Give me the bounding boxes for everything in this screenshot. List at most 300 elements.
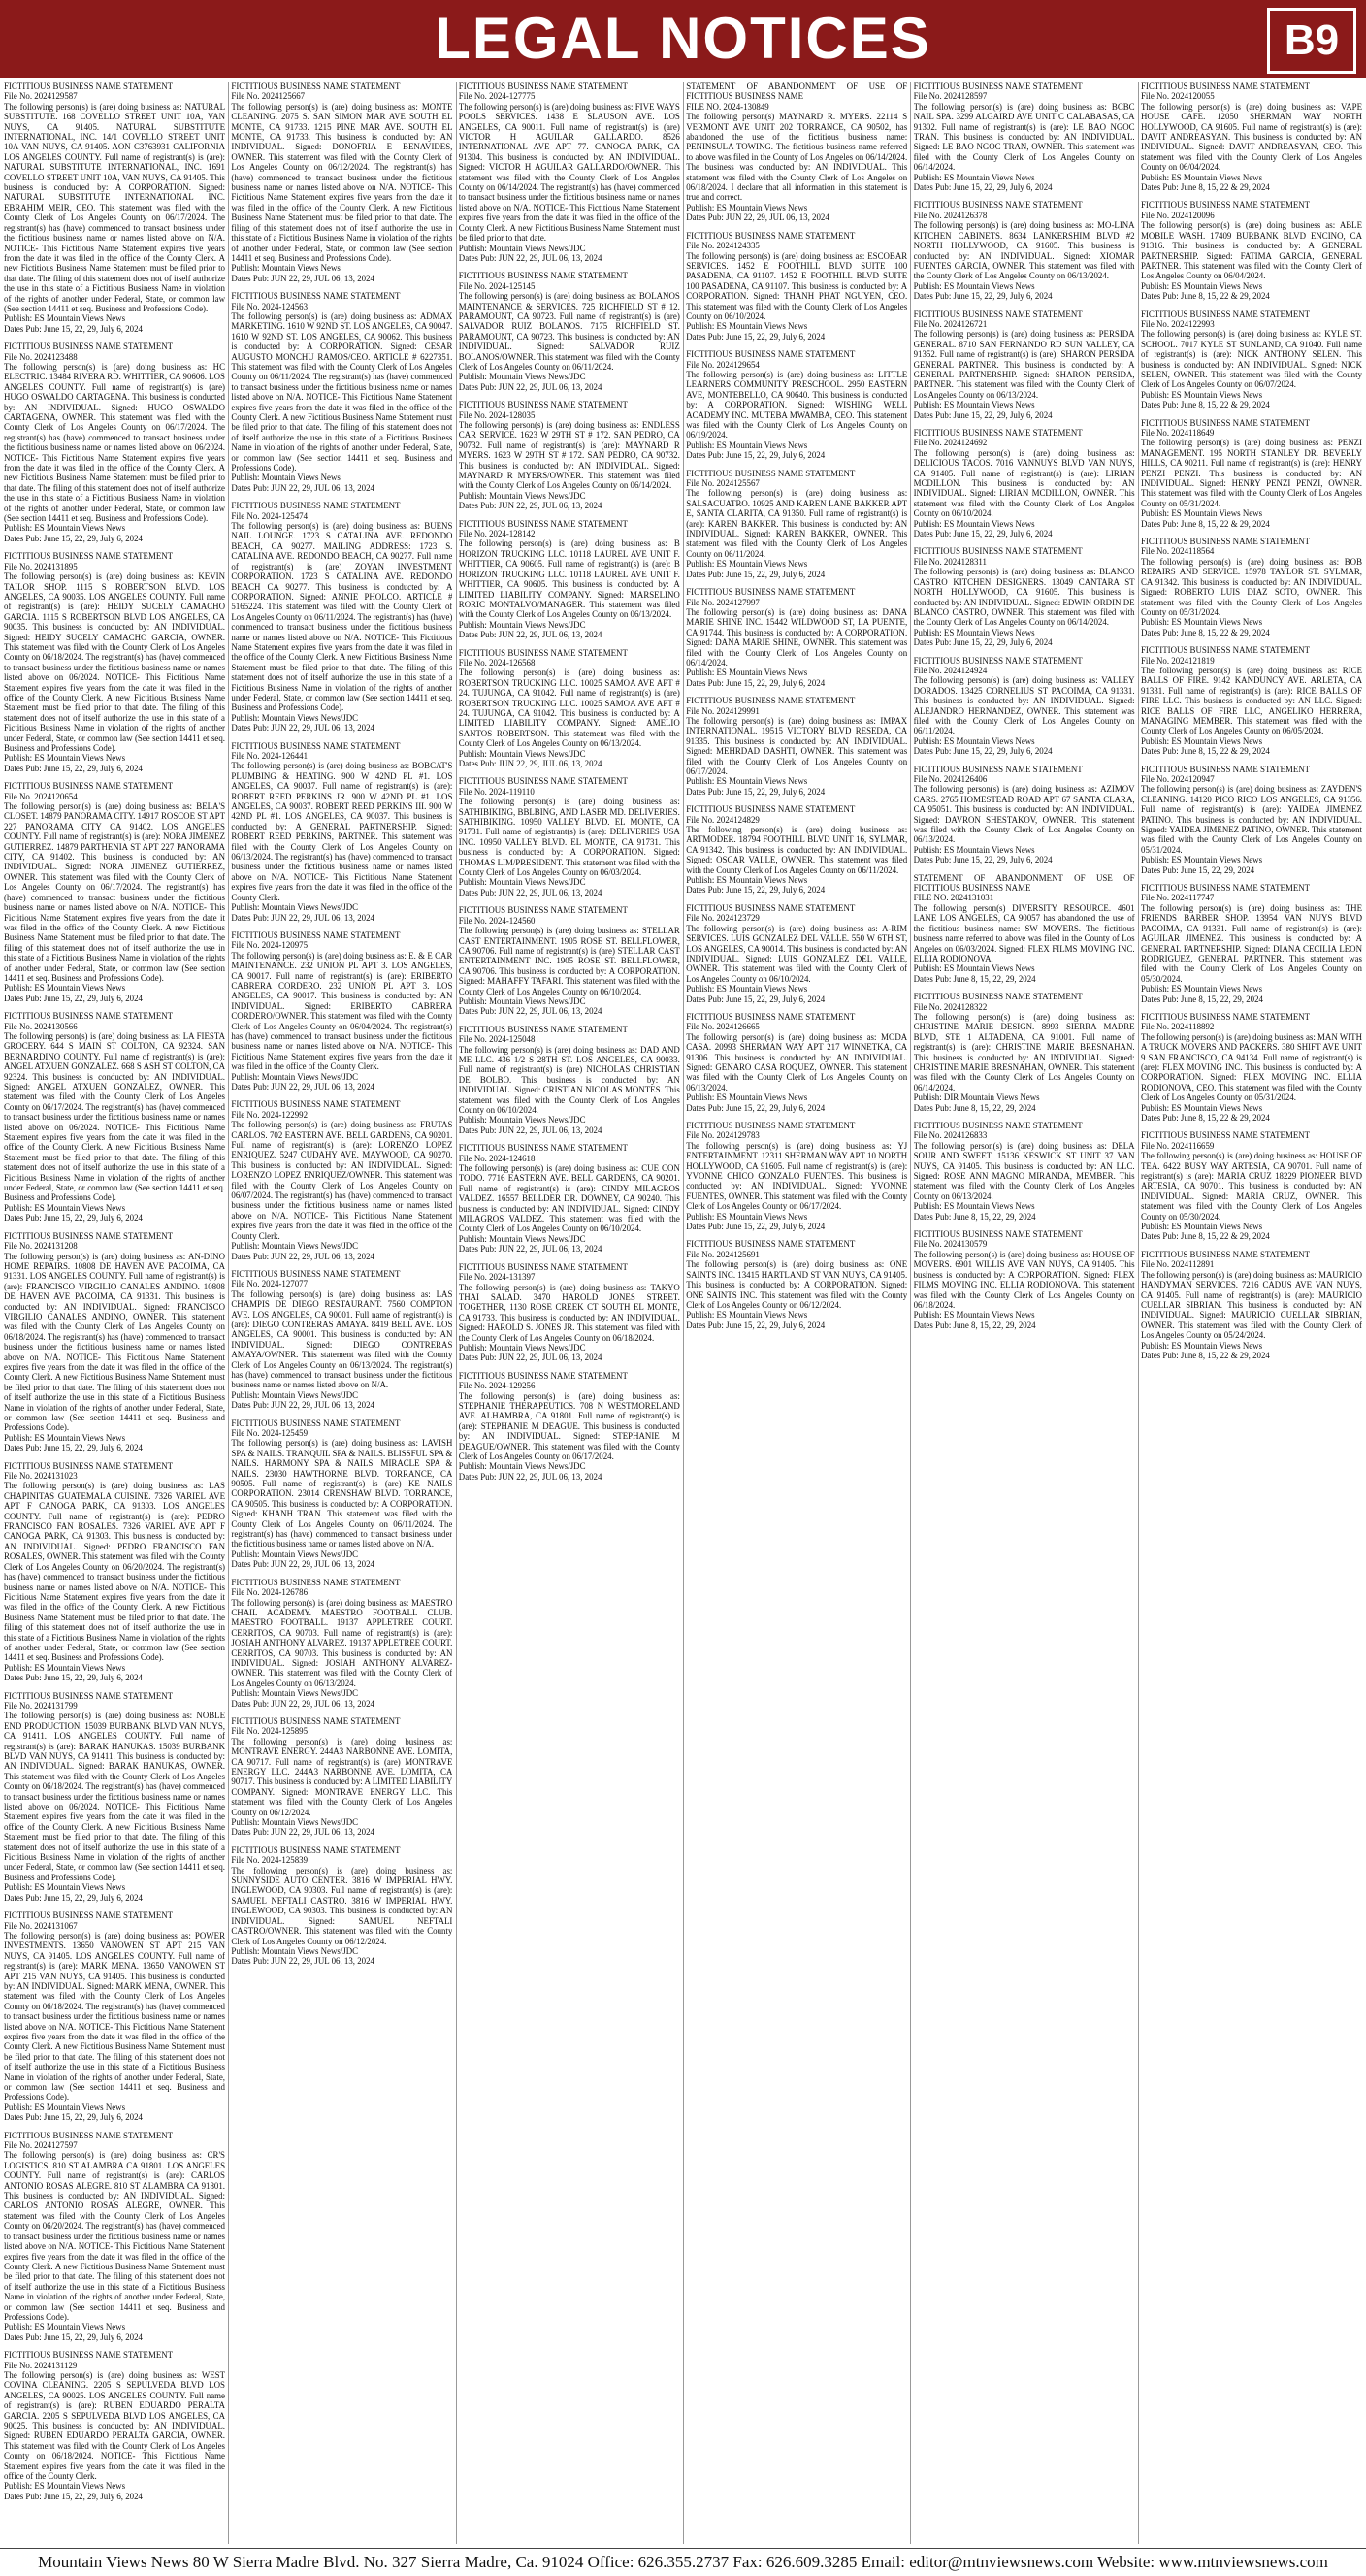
publication-dates: Dates Pub: June 15, 22, 29, July 6, 2024 <box>913 409 1053 420</box>
notice-body: The following person(s) is (are) doing business as: BELA'S CLOSET. 14879 PANORAMA CITY. 14917 ROSCOE ST APT 227 PANORAMA CITY CA 91402. LOS ANGELES COUNTY. Full name of registrant(s) is (are): NORA JIMENEZ GUTIERREZ. 14879 PARTHENIA ST APT 227 PANORAMA CITY, CA 91402. This business is conducted by: AN INDIVIDUAL. Signed: NORA JIMENEZ GUTIERREZ, OWNER. This statement was filed with the County Clerk of Los Angeles County on 06/17/2024. The registrant(s) has (have) commenced to transact business under the fictitious business name or names listed above on N/A. NOTICE- This Fictitious Name Statement expires five years from the date it was filed in the office of the County Clerk. A new Fictitious Business Name Statement must be filed prior to that date. The filing of this statement does not of itself authorize the use in this state of a Fictitious Business Name in violation of the rights of another under Federal, State, or common law (See section 14411 et seq. Business and Professions Code). <box>4 801 225 983</box>
publication-dates: Dates Pub: June 15, 22, 29, July 6, 2024 <box>4 533 143 543</box>
publication-line: Publish: ES Mountain Views News <box>686 668 808 678</box>
legal-notice <box>4 1231 225 1453</box>
notice-columns <box>4 82 1362 2544</box>
publication-dates: Dates Pub: June 8, 15, 22 & 29, 2024 <box>1141 1113 1270 1123</box>
notice-body: The following person(s) is (are) doing business as: MODA CASA. 20993 SHERMAN WAY APT 217 WINNETKA, CA 91306. This business is conducted by: AN INDIVIDUAL. Signed: GENARO CASA ROQUEZ, OWNER. This statement was filed with the County Clerk of Los Angeles County on 06/13/2024. <box>686 1031 908 1092</box>
publication-line: Publish: ES Mountain Views News <box>913 1310 1035 1321</box>
notice-body: The following person(s) is (are) doing business as: BCBC NAIL SPA. 3299 ALGAIRD AVE UNIT C CALABASAS, CA 91302. Full name of registrant(s) is (are): LE BAO NGOC TRAN. This business is conducted by: AN INDIVIDUAL. Signed: LE BAO NGOC TRAN, OWNER. This statement was filed with the County Clerk of Los Angeles County on 06/14/2024. <box>913 101 1135 173</box>
notice-header: FICTITIOUS BUSINESS NAME STATEMENT <box>231 740 401 751</box>
notice-header: STATEMENT OF ABANDONMENT OF USE OF FICTITIOUS BUSINESS NAME <box>913 872 1135 894</box>
notice-body: The following person(s) is (are) doing business as: BOLANOS MAINTENANCE & SERVICES. 725 RICHFIELD ST # 12. PARAMOUNT, CA 90723. Full name of registrant(s) is (are) SALVADOR RUIZ BOLANOS. 7175 RICHFIELD ST. PARAMOUNT, CA 90723. This business is conducted by: AN INDIVIDUAL. Signed: SALVADOR RUIZ BOLANOS/OWNER. This statement was filed with the County Clerk of Los Angeles County on 06/11/2024. <box>458 291 680 372</box>
publication-dates: Dates Pub: June 15, 22, 29, July 6, 2024 <box>686 331 826 342</box>
publication-line: Publish: ES Mountain Views News <box>4 523 126 534</box>
notice-body: The following person(s) is (are) doing business as: ADMAX MARKETING. 1610 W 92ND ST. LOS ANGELES, CA 90047. 1610 W 92ND ST. LOS ANGELES, CA 90062. This business is conducted by: A CORPORATION. Signed: CESAR AUGUSTO MONCHU RAMOS/CEO. ARTICLE # 6227351. This statement was filed with the County Clerk of Los Angeles County on 06/11/2024. The registrant(s) has (have) commenced to transact business under the fictitious business name or names listed above on N/A. NOTICE- This Fictitious Name Statement expires five years from the date it was filed in the office of the County Clerk. A new Fictitious Business Name Statement must be filed prior to that date. The filing of this statement does not of itself authorize the use in this state of a Fictitious Business Name in violation of the rights of another under Federal, State, or common law (See section 14411 et seq. Business and Professions Code). <box>231 310 453 473</box>
file-number: File No. 2024-119110 <box>458 786 535 797</box>
notice-header: FICTITIOUS BUSINESS NAME STATEMENT <box>1141 537 1311 547</box>
file-number: File No. 2024112891 <box>1141 1259 1215 1270</box>
notice-header: FICTITIOUS BUSINESS NAME STATEMENT <box>4 2350 174 2361</box>
notice-body: The following person(s) is (are) doing business as: IMPAX INTERNATIONAL. 19515 VICTORY BLVD RESEDA, CA 91335. This business is conducted by: AN INDIVIDUAL. Signed: MEHRDAD DASHTI, OWNER. This statement was filed with the County Clerk of Los Angeles County on 06/17/2024. <box>686 715 908 776</box>
file-number: File No. 2024120947 <box>1141 774 1215 784</box>
file-number: File No. 2024124924 <box>913 665 988 675</box>
legal-notice <box>686 804 907 896</box>
file-number: File No. 2024123729 <box>686 913 760 924</box>
legal-notice <box>231 1716 452 1838</box>
publication-dates: Dates Pub: June 8, 15, 22, 29, 2024 <box>913 1320 1036 1330</box>
file-number: FILE NO. 2024131031 <box>913 893 994 903</box>
file-number: File No. 2024121819 <box>1141 655 1215 666</box>
legal-notice <box>459 776 680 897</box>
notice-header: FICTITIOUS BUSINESS NAME STATEMENT <box>231 929 401 940</box>
publication-dates: Dates Pub: June 8, 15, 22 & 29, 2024 <box>1141 518 1270 529</box>
notice-header: FICTITIOUS BUSINESS NAME STATEMENT <box>458 1261 628 1272</box>
notice-header: FICTITIOUS BUSINESS NAME STATEMENT <box>686 587 856 598</box>
notice-body: The following person(s) is (are) doing business as: WEST COVINA CLEANING. 2205 S SEPULVEDA BLVD LOS ANGELES, CA 90025. LOS ANGELES COUNTY. Full name of registrant(s) is (are): RUBEN EDUARDO PERALTA GARCIA. 2205 S SEPULVEDA BLVD LOS ANGELES, CA 90025. This business is conducted by: AN INDIVIDUAL. Signed: RUBEN EDUARDO PERALTA GARCIA, OWNER. This statement was filed with the County Clerk of Los Angeles County on 06/18/2024. NOTICE- This Fictitious Name Statement expires five years from the date it was filed in the office of the County Clerk. <box>4 2369 225 2482</box>
file-number: File No. 2024125691 <box>686 1249 760 1259</box>
file-number: File No. 2024131067 <box>4 1920 78 1931</box>
notice-body: The following person(s) is (are) doing business as: HOUSE OF MOVERS. 6901 WILLIS AVE VAN NUYS, CA 91405. This business is conducted by: A CORPORATION. Signed: FLEX FILMS MOVING INC. ELLIA RODIONOVA. This statement was filed with the County Clerk of Los Angeles County on 06/18/2024. <box>913 1249 1135 1310</box>
notice-body: The following person(s) is (are) doing business as: PERSIDA GENERAL. 8710 SAN FERNANDO RD SUN VALLEY, CA 91352. Full name of registrant(s) is (are): SHARON PERSIDA GENERAL PARTNER. This business is conducted by: A GENERAL PARTNERSHIP. Signed: SHARON PERSIDA, PARTNER. This statement was filed with the County Clerk of Los Angeles County on 06/13/2024. <box>913 329 1135 400</box>
publication-line: Publish: ES Mountain Views News <box>686 1310 808 1321</box>
notice-header: FICTITIOUS BUSINESS NAME STATEMENT <box>913 82 1083 91</box>
publication-dates: Dates Pub: June 15, 22, 29, July 6, 2024 <box>4 1443 143 1453</box>
publication-line: Publish: ES Mountain Views News <box>913 172 1035 182</box>
publication-line: Publish: Mountain Views News/JDC <box>458 243 586 253</box>
file-number: File No. 2024-124618 <box>458 1153 536 1163</box>
notice-header: FICTITIOUS BUSINESS NAME STATEMENT <box>231 291 401 302</box>
file-number: File No. 2024120654 <box>4 791 78 801</box>
notice-header: FICTITIOUS BUSINESS NAME STATEMENT <box>1141 764 1311 774</box>
legal-notice <box>231 1099 452 1261</box>
file-number: File No. 2024-126786 <box>231 1587 309 1598</box>
publication-dates: Dates Pub: June 15, 22, 29, July 6, 2024 <box>4 2112 143 2123</box>
file-number: File No. 2024123488 <box>4 351 78 362</box>
publication-dates: Dates Pub: JUN 22, 29, JUL 06, 13, 2024 <box>231 482 374 493</box>
notice-header: FICTITIOUS BUSINESS NAME STATEMENT <box>913 1121 1083 1130</box>
legal-notice <box>1141 1250 1362 1360</box>
legal-notice <box>4 82 225 334</box>
publication-line: Publish: ES Mountain Views News <box>686 984 808 995</box>
publication-dates: Dates Pub: June 15, 22, 29, 2024 <box>1141 864 1255 875</box>
notice-header: FICTITIOUS BUSINESS NAME STATEMENT <box>686 696 856 706</box>
legal-notice <box>914 200 1135 301</box>
publication-dates: Dates Pub: June 15, 22, 29, July 6, 2024 <box>686 1222 826 1232</box>
publication-dates: Dates Pub: June 15, 22, 29, July 6, 2024 <box>686 1102 826 1113</box>
file-number: File No. 2024-124560 <box>458 915 536 926</box>
notice-column <box>459 82 680 2544</box>
publication-line: Publish: ES Mountain Views News <box>1141 508 1263 519</box>
publication-line: Publish: ES Mountain Views News <box>913 844 1035 855</box>
column-divider <box>228 82 229 2544</box>
notice-column <box>4 82 225 2544</box>
notice-body: The following person(s) is (are) doing business as: LAS CHAMPIS DE DIEGO RESTAURANT. 7560 COMPTON AVE. LOS ANGELES, CA 90001. Full name of registrant(s) is (are): DIEGO CONTRERAS AMAYA. 8419 BELL AVE. LOS ANGELES, CA 90001. This business is conducted by: AN INDIVIDUAL. Signed: DIEGO CONTRERAS AMAYA/OWNER. This statement was filed with the County Clerk of Los Angeles County on 06/13/2024. The registrant(s) has (have) commenced to transact business under the fictitious business name or names listed above on N/A. <box>231 1288 453 1390</box>
publication-dates: Dates Pub: JUN 22, 29, JUL 06, 13, 2024 <box>458 1353 602 1363</box>
file-number: File No. 2024-124563 <box>231 301 309 311</box>
file-number: File No. 2024125667 <box>231 91 306 102</box>
file-number: File No. 2024-128142 <box>458 529 536 539</box>
notice-body: The following person(s) is (are) doing business as: SUNNYSIDE AUTO CENTER. 3816 W IMPERIAL HWY. INGLEWOOD, CA 90303. Full name of registrant(s) is (are): SAMUEL NEFTALI CASTRO. 3816 W IMPERIAL HWY. INGLEWOOD, CA 90303. This business is conducted by: AN INDIVIDUAL. Signed: SAMUEL NEFTALI CASTRO/OWNER. This statement was filed with the County Clerk of Los Angeles County on 06/12/2024. <box>231 1865 453 1946</box>
notice-body: The following person(s) is (are) doing business as: LA FIESTA GROCERY. 644 S MAIN ST COLTON, CA 92324. SAN BERNARDINO COUNTY. Full name of registrant(s) is (are): ANGEL ATXUEN GONZALEZ. 668 S ASH ST COLTON, CA 92324. This business is conducted by: AN INDIVIDUAL. Signed: ANGEL ATXUEN GONZALEZ, OWNER. This statement was filed with the County Clerk of Los Angeles County on 06/17/2024. The registrant(s) has (have) commenced to transact business under the fictitious business name or names listed above on 06/2024. NOTICE- This Fictitious Name Statement expires five years from the date it was filed in the office of the County Clerk. A new Fictitious Business Name Statement must be filed prior to that date. The filing of this statement does not of itself authorize the use in this state of a Fictitious Business Name in violation of the rights of another under Federal, State, or common law (See section 14411 et seq. Business and Professions Code). <box>4 1030 225 1203</box>
notice-body: The following person(s) is (are) doing business as: FRUTAS CARLOS. 702 EASTERN AVE. BELL GARDENS, CA 90201. Full name of registrant(s) is (are): LORENZO LOPEZ ENRIQUEZ. 5247 CUDAHY AVE. MAYWOOD, CA 90270. This business is conducted by: AN INDIVIDUAL. Signed: LORENZO LOPEZ ENRIQUEZ/OWNER. This statement was filed with the County Clerk of Los Angeles County on 06/07/2024. The registrant(s) has (have) commenced to transact business under the fictitious business name or names listed above on N/A. NOTICE- This Fictitious Name Statement expires five years from the date it was filed in the office of the County Clerk. <box>231 1120 453 1241</box>
notice-column <box>1141 82 1362 2544</box>
notice-header: FICTITIOUS BUSINESS NAME STATEMENT <box>686 1239 856 1250</box>
publication-dates: Dates Pub: June 15, 22, 29, July 6, 2024 <box>686 1320 826 1330</box>
file-number: File No. 2024118649 <box>1141 428 1215 438</box>
publication-line: Publish: Mountain Views News/JDC <box>458 372 586 382</box>
publication-dates: Dates Pub: June 8, 15, 22 & 29, 2024 <box>1141 400 1270 410</box>
notice-header: FICTITIOUS BUSINESS NAME STATEMENT <box>4 1460 174 1471</box>
file-number: File No. 2024-125839 <box>231 1855 309 1866</box>
notice-header: FICTITIOUS BUSINESS NAME STATEMENT <box>458 82 628 91</box>
notice-header: FICTITIOUS BUSINESS NAME STATEMENT <box>4 342 174 352</box>
file-number: File No. 2024116659 <box>1141 1140 1215 1151</box>
notice-header: FICTITIOUS BUSINESS NAME STATEMENT <box>913 546 1083 557</box>
publication-dates: Dates Pub: June 8, 15, 22 & 29, 2024 <box>1141 182 1270 193</box>
publication-line: Publish: Mountain Views News/JDC <box>458 995 586 1006</box>
notice-header: FICTITIOUS BUSINESS NAME STATEMENT <box>4 551 174 562</box>
publication-line: Publish: Mountain Views News <box>231 263 341 274</box>
legal-notice <box>1141 310 1362 410</box>
publication-dates: Dates Pub: JUN 22, 29, JUL 06, 13, 2024 <box>458 381 602 392</box>
legal-notice <box>4 1011 225 1223</box>
legal-notice <box>459 82 680 263</box>
column-divider <box>910 82 911 2544</box>
publication-line: Publish: ES Mountain Views News <box>686 1211 808 1222</box>
publication-dates: Dates Pub: June 8, 15, 22, 29, 2024 <box>913 1211 1036 1222</box>
file-number: File No. 2024128597 <box>913 91 988 102</box>
notice-header: FICTITIOUS BUSINESS NAME STATEMENT <box>686 1121 856 1130</box>
masthead <box>0 0 1366 78</box>
legal-notice <box>686 1239 907 1330</box>
notice-header: FICTITIOUS BUSINESS NAME STATEMENT <box>458 400 628 410</box>
notice-header: FICTITIOUS BUSINESS NAME STATEMENT <box>1141 883 1311 894</box>
publication-dates: Dates Pub: JUN 22, 29, JUL 06, 13, 2024 <box>458 1125 602 1135</box>
publication-line: Publish: ES Mountain Views News <box>913 280 1035 291</box>
file-number: File No. 2024129991 <box>686 705 760 716</box>
file-number: File No. 2024-127775 <box>458 91 536 102</box>
notice-column <box>231 82 452 2544</box>
publication-line: Publish: Mountain Views News/JDC <box>231 1241 359 1252</box>
file-number: File No. 2024-122992 <box>231 1109 309 1120</box>
notice-body: The following person(s) is (are) doing business as: TAKYO THAI SALAD. 3470 HAROLD JONES STREET. TOGETHER, 1130 ROSE CREEK CT SOUTH EL MONTE, CA 91733. This business is conducted by: AN INDIVIDUAL. Signed: HAROLD S. JONES JR. This statement was filed with the County Clerk of Los Angeles County on 06/18/2024. <box>458 1282 680 1343</box>
publication-line: Publish: ES Mountain Views News <box>4 313 126 324</box>
legal-notice <box>459 905 680 1016</box>
publication-dates: Dates Pub: June 15, 22, 29, July 6, 2024 <box>913 182 1053 193</box>
publication-dates: Dates Pub: June 15, 22, 29, July 6, 2024 <box>4 1892 143 1903</box>
legal-notice <box>4 2350 225 2501</box>
publication-dates: Dates Pub: JUN 22, 29, JUL 06, 13, 2024 <box>458 630 602 640</box>
publication-line: Publish: Mountain Views News/JDC <box>458 877 586 888</box>
notice-body: The following person(s) is (are) doing business as: ROBERTSON TRUCKING LLC. 10025 SAMOA AVE APT # 24. TUJUNGA, CA 91042. Full name of registrant(s) is (are) ROBERTSON TRUCKING LLC. 10025 SAMOA AVE APT # 24. TUJUNGA, CA 91042. This business is conducted by: A LIMITED LIABILITY COMPANY. Signed: AMELIO SANTOS ROBERTSON. This statement was filed with the County Clerk of Los Angeles County on 06/13/2024. <box>458 668 680 749</box>
file-number: File No. 2024-125459 <box>231 1428 309 1438</box>
notice-body: The following person(s) is (are) doing business as: KYLE ST. SCHOOL. 7017 KYLE ST SUNLAND, CA 91040. Full name of registrant(s) is (are): NICK ANTHONY SELEN. This business is conducted by: AN INDIVIDUAL. Signed: NICK SELEN, OWNER. This statement was filed with the County Clerk of Los Angeles County on 06/07/2024. <box>1141 329 1362 390</box>
notice-header: FICTITIOUS BUSINESS NAME STATEMENT <box>913 200 1083 211</box>
file-number: File No. 2024-125048 <box>458 1034 536 1045</box>
file-number: File No. 2024124692 <box>913 438 988 448</box>
notice-header: FICTITIOUS BUSINESS NAME STATEMENT <box>1141 417 1311 428</box>
notice-header: FICTITIOUS BUSINESS NAME STATEMENT <box>4 82 174 91</box>
publication-line: Publish: ES Mountain Views News <box>686 321 808 332</box>
notice-header: FICTITIOUS BUSINESS NAME STATEMENT <box>913 655 1083 666</box>
notice-header: FICTITIOUS BUSINESS NAME STATEMENT <box>4 1690 174 1701</box>
publication-line: Publish: ES Mountain Views News <box>1141 172 1263 182</box>
publication-dates: Dates Pub: June 15, 22, 29, July 6, 2024 <box>913 291 1053 302</box>
notice-body: The following person(s) is (are) doing business as: DELA SOUR AND SWEET. 15136 KESWICK ST UNIT 37 VAN NUYS, CA 91405. This business is conducted by: AN LLC. Signed: ROSE ANN MAGNO MIRANDA, MEMBER. This statement was filed with the County Clerk of Los Angeles County on 06/13/2024. <box>913 1140 1135 1201</box>
footer-contact-line: Mountain Views News 80 W Sierra Madre Blvd. No. 327 Sierra Madre, Ca. 91024 Office: 626.355.2737 Fax: 626.609.3285 Email: editor@mtnviewsnews.com Website: www.mtnviewsnews.com <box>0 2548 1366 2576</box>
notice-body: The following person(s) is (are) doing business as: SALSACUATRO. 10925 AND KAREN LANE BAKKER APT E, SANTA CLARITA, CA 91350. Full name of registrant(s) is (are): KAREN BAKKER. This business is conducted by: AN INDIVIDUAL. Signed: KAREN BAKKER, OWNER. This statement was filed with the County Clerk of Los Angeles County on 06/11/2024. <box>686 488 908 559</box>
notice-header: FICTITIOUS BUSINESS NAME STATEMENT <box>913 309 1083 319</box>
publication-dates: Dates Pub: JUN 22, 29, JUL 06, 13, 2024 <box>231 273 374 283</box>
file-number: File No. 2024126406 <box>913 774 988 784</box>
legal-notice <box>459 648 680 769</box>
legal-notice <box>459 519 680 640</box>
notice-body: The following person(s) is (are) doing business as: SATHIBIKING, BBLBING, AND LASER MD. DELIVERIES. SATHIBIKING. 10950 VALLEY BLVD. EL MONTE, CA 91731. Full name of registrant(s) is (are): DELIVERIES USA INC. 10950 VALLEY BLVD. EL MONTE, CA 91731. This business is conducted by: A CORPORATION. Signed: THOMAS LIM/PRESIDENT. This statement was filed with the County Clerk of Los Angeles County on 06/03/2024. <box>458 797 680 878</box>
notice-body: The following person(s) is (are) doing business as: NOBLE END PRODUCTION. 15039 BURBANK BLVD VAN NUYS, CA 91411. LOS ANGELES COUNTY. Full name of registrant(s) is (are): BARAK HANUKAS. 15039 BURBANK BLVD VAN NUYS, CA 91411. This business is conducted by: AN INDIVIDUAL. Signed: BARAK HANUKAS, OWNER. This statement was filed with the County Clerk of Los Angeles County on 06/18/2024. The registrant(s) has (have) commenced to transact business under the fictitious business name or names listed above on 06/2024. NOTICE- This Fictitious Name Statement expires five years from the date it was filed in the office of the County Clerk. A new Fictitious Business Name Statement must be filed prior to that date. The filing of this statement does not of itself authorize the use in this state of a Fictitious Business Name in violation of the rights of another under Federal, State, or common law (See section 14411 et seq. Business and Professions Code). <box>4 1711 225 1882</box>
publication-dates: Dates Pub: JUN 22, 29, JUL 06, 13, 2024 <box>458 501 602 511</box>
file-number: File No. 2024120055 <box>1141 91 1215 102</box>
notice-body: The following person(s) is (are) doing business as: RICE BALLS OF FIRE. 9142 KANDUNCY AVE. ARLETA, CA 91331. Full name of registrant(s) is (are): RICE BALLS OF FIRE LLC. This business is conducted by: AN LLC. Signed: RICE BALLS OF FIRE LLC, ANGELIKO HERRERA, MANAGING MEMBER. This statement was filed with the County Clerk of Los Angeles County on 06/05/2024. <box>1141 665 1362 736</box>
file-number: File No. 2024118564 <box>1141 546 1215 557</box>
publication-dates: Dates Pub: June 15, 22, 29, July 6, 2024 <box>686 994 826 1004</box>
file-number: File No. 2024-127077 <box>231 1279 309 1289</box>
notice-header: FICTITIOUS BUSINESS NAME STATEMENT <box>913 764 1083 774</box>
legal-notice <box>231 930 452 1092</box>
legal-notice <box>231 741 452 923</box>
notice-header: FICTITIOUS BUSINESS NAME STATEMENT <box>686 804 856 815</box>
publication-dates: Dates Pub: June 8, 15, 22 & 29, 2024 <box>1141 291 1270 302</box>
publication-line: Publish: Mountain Views News/JDC <box>458 748 586 759</box>
notice-header: FICTITIOUS BUSINESS NAME STATEMENT <box>231 82 401 91</box>
notice-header: FICTITIOUS BUSINESS NAME STATEMENT <box>458 1370 628 1381</box>
publication-line: Publish: ES Mountain Views News <box>913 735 1035 746</box>
notice-header: FICTITIOUS BUSINESS NAME STATEMENT <box>686 349 856 360</box>
publication-line: Publish: ES Mountain Views News <box>913 1201 1035 1212</box>
notice-body: The following person(s) is (are) doing business as: AZIMOV CARS. 2765 HOMESTEAD ROAD APT 67 SANTA CLARA, CA 95051. This business is conducted by: AN INDIVIDUAL. Signed: DAVRON SHESTAKOV, OWNER. This statement was filed with the County Clerk of Los Angeles County on 06/13/2024. <box>913 784 1135 845</box>
publication-dates: Dates Pub: JUN 22, 29, JUL 06, 13, 2024 <box>231 1956 374 1967</box>
notice-body: The following person(s) is (are) doing business as: CHRISTINE MARIE DESIGN. 8993 SIERRA MADRE BLVD, STE 1 ALTADENA, CA 91001. Full name of registrant(s) is (are): CHRISTINE MARIE BRESNAHAN. This business is conducted by: AN INDIVIDUAL. Signed: CHRISTINE MARIE BRESNAHAN, OWNER. This statement was filed with the County Clerk of Los Angeles County on 06/14/2024. <box>913 1011 1135 1092</box>
notice-header: FICTITIOUS BUSINESS NAME STATEMENT <box>686 1011 856 1022</box>
notice-header: FICTITIOUS BUSINESS NAME STATEMENT <box>458 905 628 916</box>
publication-dates: Dates Pub: June 15, 22, 29, July 6, 2024 <box>913 529 1053 539</box>
notice-header: FICTITIOUS BUSINESS NAME STATEMENT <box>1141 309 1311 319</box>
legal-notice <box>459 1371 680 1482</box>
file-number: File No. 2024124335 <box>686 241 760 251</box>
notice-column <box>686 82 907 2544</box>
publication-line: Publish: ES Mountain Views News <box>686 1092 808 1103</box>
publication-dates: Dates Pub: June 15, 22, 29, July 6, 2024 <box>913 746 1053 757</box>
file-number: File No. 2024118892 <box>1141 1022 1215 1032</box>
notice-body: The following person(s) is (are) doing business as: MONTE CLEANING. 2075 S. SAN SIMON MAR AVE SOUTH EL MONTE, CA 91733. 1215 PINE MAR AVE. SOUTH EL MONTE, CA 91733. This business is conducted by: AN INDIVIDUAL. Signed: DONOFRIA E BENAVIDES, OWNER. This statement was filed with the County Clerk of Los Angeles County on 06/12/2024. The registrant(s) has (have) commenced to transact business under the fictitious business name or names listed above on N/A. NOTICE- This Fictitious Name Statement expires five years from the date it was filed in the office of the County Clerk. A new Fictitious Business Name Statement must be filed prior to that date. The filing of this statement does not of itself authorize the use in this state of a Fictitious Business Name in violation of the rights of another under Federal, State, or common law (See section 14411 et seq. Business and Professions Code). <box>231 101 453 263</box>
legal-notice <box>1141 883 1362 1004</box>
notice-header: FICTITIOUS BUSINESS NAME STATEMENT <box>1141 82 1311 91</box>
publication-dates: Dates Pub: June 15, 22, 29, July 6, 2024 <box>4 993 143 1003</box>
file-number: File No. 2024126665 <box>686 1022 760 1032</box>
file-number: File No. 2024130566 <box>4 1021 78 1031</box>
notice-body: The following person(s) is (are) doing business as: MAN WITH A TRUCK MOVERS AND PACKERS. 380 SHIFT AVE UNIT 9 SAN FRANCISCO, CA 94134. Full name of registrant(s) is (are): FLEX MOVING INC. This business is conducted by: A CORPORATION. Signed: FLEX MOVING INC. ELLIA RODIONOVA, CEO. This statement was filed with the County Clerk of Los Angeles County on 05/31/2024. <box>1141 1031 1362 1103</box>
publication-dates: Dates Pub: June 8, 15, 22 & 29, 2024 <box>1141 627 1270 637</box>
publication-line: Publish: ES Mountain Views News <box>4 753 126 764</box>
publication-line: Publish: ES Mountain Views News <box>1141 735 1263 746</box>
publication-dates: Dates Pub: JUN 22, 29, JUL 06, 13, 2024 <box>458 759 602 768</box>
notice-body: The following person(s) is (are) doing business as: MO-LINA KITCHEN CABINETS. 8634 LANKERSHIM BLVD #2 NORTH HOLLYWOOD, CA 91605. This business is conducted by: AN INDIVIDUAL. Signed: XIOMAR FUENTES GARCIA, OWNER. This statement was filed with the County Clerk of Los Angeles County on 06/13/2024. <box>913 220 1135 281</box>
file-number: File No. 2024-125895 <box>231 1726 309 1737</box>
publication-dates: Dates Pub: June 15, 22, 29, July 6, 2024 <box>913 855 1053 865</box>
notice-body: The following person(s) is (are) doing business as: ABLE MOBILE WASH. 17409 BURBANK BLVD ENCINO, CA 91316. This business is conducted by: A GENERAL PARTNERSHIP. Signed: FATIMA GARCIA, GENERAL PARTNER. This statement was filed with the County Clerk of Los Angeles County on 06/04/2024. <box>1141 220 1362 281</box>
publication-dates: Dates Pub: June 15, 22, 29, July 6, 2024 <box>686 885 826 896</box>
notice-body: The following person(s) is (are) doing business as: AN-DINO HOME REPAIRS. 10808 DE HAVEN AVE PACOIMA, CA 91331. LOS ANGELES COUNTY. Full name of registrant(s) is (are): FRANCISCO VIRGILIO CANALES ANDINO. 10808 DE HAVEN AVE PACOIMA, CA 91331. This business is conducted by: AN INDIVIDUAL. Signed: FRANCISCO VIRGILIO CANALES ANDINO, OWNER. This statement was filed with the County Clerk of Los Angeles County on 06/18/2024. The registrant(s) has (have) commenced to transact business under the fictitious business name or names listed above on N/A. NOTICE- This Fictitious Name Statement expires five years from the date it was filed in the office of the County Clerk. A new Fictitious Business Name Statement must be filed prior to that date. The filing of this statement does not of itself authorize the use in this state of a Fictitious Business Name in violation of the rights of another under Federal, State, or common law (See section 14411 et seq. Business and Professions Code). <box>4 1251 225 1433</box>
legal-notice <box>231 1418 452 1570</box>
legal-notice <box>4 1691 225 1904</box>
publication-dates: Dates Pub: JUN 22, 29, JUL 06, 13, 2024 <box>231 1827 374 1838</box>
publication-dates: Dates Pub: JUN 22, 29, JUL 06, 13, 2024 <box>458 1006 602 1017</box>
legal-notice <box>686 696 907 797</box>
publication-line: Publish: ES Mountain Views News <box>1141 1102 1263 1113</box>
publication-line: Publish: Mountain Views News/JDC <box>231 902 359 913</box>
legal-notice <box>459 271 680 392</box>
notice-header: FICTITIOUS BUSINESS NAME STATEMENT <box>1141 1249 1311 1259</box>
notice-body: The following person(s) is (are) doing business as: DAD AND ME LLC. 436 1/2 S 28TH ST. LOS ANGELES, CA 90033. Full name of registrant(s) is (are) NICHOLAS CHRISTIAN DE BOLBO. This business is conducted by: AN INDIVIDUAL. Signed: CRISTIAN NICOLAS MONTES. This statement was filed with the County Clerk of Los Angeles County on 06/10/2024. <box>458 1044 680 1115</box>
notice-header: FICTITIOUS BUSINESS NAME STATEMENT <box>686 230 856 241</box>
notice-header: FICTITIOUS BUSINESS NAME STATEMENT <box>458 1143 628 1154</box>
legal-notice <box>686 82 907 223</box>
publication-line: Publish: Mountain Views News/JDC <box>458 1461 586 1472</box>
publication-line: Publish: DIR Mountain Views News <box>913 1092 1040 1103</box>
legal-notice <box>914 546 1135 647</box>
notice-body: The following person(s) is (are) doing business as: LITTLE LEARNERS COMMUNITY PRESCHOOL. 2950 EASTERN AVE, MONTEBELLO, CA 90640. This business is conducted by: A CORPORATION. Signed: WISHING WELL ACADEMY INC. MUTEBA MWAMBA, CEO. This statement was filed with the County Clerk of Los Angeles County on 06/19/2024. <box>686 369 908 440</box>
publication-line: Publish: ES Mountain Views News <box>1141 855 1263 865</box>
notice-body: The following person(s) is (are) doing business as: MONTRAVE ENERGY. 244A3 NARBONNE AVE. LOMITA, CA 90717. Full name of registrant(s) is (are) MONTRAVE ENERGY LLC. 244A3 NARBONNE AVE. LOMITA, CA 90717. This business is conducted by: A LIMITED LIABILITY COMPANY. Signed: MONTRAVE ENERGY LLC. This statement was filed with the County Clerk of Los Angeles County on 06/12/2024. <box>231 1736 453 1817</box>
section-title: LEGAL NOTICES <box>435 6 931 71</box>
notice-header: FICTITIOUS BUSINESS NAME STATEMENT <box>1141 645 1311 656</box>
legal-notice <box>4 781 225 1003</box>
legal-notice <box>914 1121 1135 1222</box>
notice-body: The following person(s) is (are) doing business as: CUE CON TODO. 7716 EASTERN AVE. BELL GARDENS, CA 90201. Full name of registrant(s) is (are): CINDY MILAGROS VALDEZ. 16557 BELLDER DR. DOWNEY, CA 90240. This business is conducted by: AN INDIVIDUAL. Signed: CINDY MILAGROS VALDEZ. This statement was filed with the County Clerk of Los Angeles County on 06/10/2024. <box>458 1163 680 1234</box>
publication-dates: Dates Pub: June 8, 15, 22, 29, 2024 <box>913 1102 1036 1113</box>
legal-notice <box>1141 537 1362 637</box>
publication-dates: Dates Pub: June 8, 15, 22, 29, 2024 <box>1141 994 1263 1004</box>
publication-line: Publish: Mountain Views News/JDC <box>231 1071 359 1082</box>
publication-dates: Dates Pub: JUN 22, 29, JUL 06, 13, 2024 <box>231 1559 374 1570</box>
column-divider <box>683 82 684 2544</box>
file-number: File No. 2024131129 <box>4 2360 78 2370</box>
file-number: File No. 2024130579 <box>913 1239 988 1250</box>
publication-line: Publish: Mountain Views News/JDC <box>231 1945 359 1956</box>
file-number: File No. 2024126721 <box>913 318 988 329</box>
notice-body: The following person(s) is (are) doing business as: ONE SAINTS INC. 13415 HARTLAND ST VAN NUYS, CA 91405. This business is conducted by: A CORPORATION. Signed: ONE SAINTS INC. This statement was filed with the County Clerk of Los Angeles County on 06/12/2024. <box>686 1259 908 1310</box>
legal-notice <box>914 428 1135 538</box>
file-number: File No. 2024129654 <box>686 359 760 370</box>
publication-line: Publish: Mountain Views News/JDC <box>231 1549 359 1559</box>
notice-body: The following person(s) is (are) doing business as: LAS CHAPINITAS GUATEMALA CUISINE. 7326 VARIEL AVE APT F CANOGA PARK, CA 91303. LOS ANGELES COUNTY. Full name of registrant(s) is (are): PEDRO FRANCISCO FAN ROSALES. 7326 VARIEL AVE APT F CANOGA PARK, CA 91303. This business is conducted by: AN INDIVIDUAL. Signed: PEDRO FRANCISCO FAN ROSALES, OWNER. This statement was filed with the County Clerk of Los Angeles County on 06/20/2024. The registrant(s) has (have) commenced to transact business under the fictitious business name or names listed above on N/A. NOTICE- This Fictitious Name Statement expires five years from the date it was filed in the office of the County Clerk. A new Fictitious Business Name Statement must be filed prior to that date. The filing of this statement does not of itself authorize the use in this state of a Fictitious Business Name in violation of the rights of another under Federal, State, or common law (See section 14411 et seq. Business and Professions Code). <box>4 1481 225 1663</box>
notice-body: The following person(s) is (are) doing business as: POWER INVESTMENTS. 13650 VANOWEN ST APT 215 VAN NUYS, CA 91405. LOS ANGELES COUNTY. Full name of registrant(s) is (are): MARK MENA. 13650 VANOWEN ST APT 215 VAN NUYS, CA 91405. This business is conducted by: AN INDIVIDUAL. Signed: MARK MENA, OWNER. This statement was filed with the County Clerk of Los Angeles County on 06/18/2024. The registrant(s) has (have) commenced to transact business under the fictitious business name or names listed above on N/A. NOTICE- This Fictitious Name Statement expires five years from the date it was filed in the office of the County Clerk. A new Fictitious Business Name Statement must be filed prior to that date. The filing of this statement does not of itself authorize the use in this state of a Fictitious Business Name in violation of the rights of another under Federal, State, or common law (See section 14411 et seq. Business and Professions Code). <box>4 1930 225 2103</box>
publication-dates: Dates Pub: June 8, 15, 22, 29, 2024 <box>913 973 1036 984</box>
legal-notice <box>1141 645 1362 756</box>
file-number: File No. 2024127597 <box>4 2140 78 2151</box>
notice-body: The following person(s) is (are) doing business as: DANA MARIE SHINE INC. 15442 WILDWOOD ST, LA PUENTE, CA 91744. This business is conducted by: A CORPORATION. Signed: DANA MARIE SHINE, OWNER. This statement was filed with the County Clerk of Los Angeles County on 06/14/2024. <box>686 606 908 668</box>
notice-body: The following person(s) is (are) doing business as: E. & E CAR MAINTENANCE. 232 UNION PL APT 3. LOS ANGELES, CA 90017. Full name of registrant(s) is (are): ERIBERTO CABRERA CORDERO. 232 UNION PL APT 3. LOS ANGELES, CA 90017. This business is conducted by: AN INDIVIDUAL. Signed: ERIBERTO CABRERA CORDERO/OWNER. This statement was filed with the County Clerk of Los Angeles County on 06/04/2024. The registrant(s) has (have) commenced to transact business under the fictitious business name or names listed above on N/A. NOTICE- This Fictitious Name Statement expires five years from the date it was filed in the office of the County Clerk. <box>231 950 453 1072</box>
notice-header: FICTITIOUS BUSINESS NAME STATEMENT <box>458 271 628 281</box>
notice-body: The following person(s) is (are) doing business as: BUENS NAIL LOUNGE. 1723 S CATALINA AVE. REDONDO BEACH, CA 90277. MAILING ADDRESS: 1723 S. CATALINA AVE. REDONDO BEACH, CA 90277. Full name of registrant(s) is (are) ZOYAN INVESTMENT CORPORATION. 1723 S CATALINA AVE. REDONDO BEACH CA 90277. This business is conducted by: A CORPORATION. Signed: ANNIE PHOLCO. ARTICLE # 5165224. This statement was filed with the County Clerk of Los Angeles County on 06/11/2024. The registrant(s) has (have) commenced to transact business under the fictitious business name or names listed above on N/A. NOTICE- This Fictitious Name Statement expires five years from the date it was filed in the office of the County Clerk. A new Fictitious Business Name Statement must be filed prior to that date. The filing of this statement does not of itself authorize the use in this state of a Fictitious Business Name in violation of the rights of another under Federal, State, or common law (See section 14411 et seq. Business and Professions Code). <box>231 521 453 713</box>
file-number: File No. 2024-131397 <box>458 1272 536 1283</box>
publication-line: Publish: Mountain Views News <box>231 473 341 483</box>
publication-dates: Dates Pub: June 15, 22, 29, July 6, 2024 <box>686 786 826 797</box>
file-number: File No. 2024126833 <box>913 1130 988 1141</box>
legal-notice <box>686 231 907 342</box>
notice-body: The following person(s) is (are) doing business as: FIVE WAYS POOLS SERVICES. 1438 E SLAUSON AVE. LOS ANGELES, CA 90011. Full name of registrant(s) is (are) VICTOR H AGUILAR GALLARDO. 8526 INTERNATIONAL AVE APT 77. CANOGA PARK, CA 91304. This business is conducted by: AN INDIVIDUAL. Signed: VICTOR H AGUILAR GALLARDO/OWNER. This statement was filed with the County Clerk of Los Angeles County on 06/14/2024. The registrant(s) has (have) commenced to transact business under the fictitious business name or names listed above on N/A. NOTICE- This Fictitious Name Statement expires five years from the date it was filed in the office of the County Clerk. A new Fictitious Business Name Statement must be filed prior to that date. <box>458 101 680 244</box>
file-number: File No. 2024-125474 <box>231 510 309 521</box>
notice-header: FICTITIOUS BUSINESS NAME STATEMENT <box>231 1099 401 1110</box>
file-number: File No. 2024-129256 <box>458 1381 536 1391</box>
publication-line: Publish: Mountain Views News/JDC <box>458 1342 586 1353</box>
file-number: File No. 2024-125145 <box>458 280 536 291</box>
file-number: File No. 2024127997 <box>686 597 760 607</box>
file-number: File No. 2024-126568 <box>458 657 536 668</box>
page-number-badge: B9 <box>1267 8 1356 74</box>
legal-notice <box>459 1143 680 1254</box>
publication-line: Publish: ES Mountain Views News <box>1141 1340 1263 1351</box>
notice-body: The following person(s) is (are) doing business as: MAESTRO CHAIL ACADEMY. MAESTRO FOOTBALL CLUB. MAESTRO FOOTBALL. 19137 APPLETREE COURT. CERRITOS, CA 90703. Full name of registrant(s) is (are): JOSIAH ANTHONY ALVAREZ. 19137 APPLETREE COURT. CERRITOS, CA 90703. This business is conducted by: AN INDIVIDUAL. Signed: JOSIAH ANTHONY ALVAREZ-OWNER. This statement was filed with the County Clerk of Los Angeles County on 06/13/2024. <box>231 1597 453 1688</box>
notice-header: FICTITIOUS BUSINESS NAME STATEMENT <box>4 781 174 792</box>
file-number: File No. 2024131208 <box>4 1241 78 1252</box>
notice-body: The following person(s) is (are) doing business as: KEVIN TAILOR SHOP. 1115 S ROBERTSON BLVD. LOS ANGELES, CA 90035. LOS ANGELES COUNTY. Full name of registrant(s) is (are): HEIDY SUCELY CAMACHO GARCIA. 1115 S ROBERTSON BLVD LOS ANGELES, CA 90035. This business is conducted by: AN INDIVIDUAL. Signed: HEIDY SUCELY CAMACHO GARCIA, OWNER. This statement was filed with the County Clerk of Los Angeles County on 06/18/2024. The registrant(s) has (have) commenced to transact business under the fictitious business name or names listed above on 06/2024. NOTICE- This Fictitious Name Statement expires five years from the date it was filed in the office of the County Clerk. A new Fictitious Business Name Statement must be filed prior to that date. The filing of this statement does not of itself authorize the use in this state of a Fictitious Business Name in violation of the rights of another under Federal, State, or common law (See section 14411 et seq. Business and Professions Code). <box>4 571 225 753</box>
legal-notice <box>686 469 907 579</box>
publication-line: Publish: ES Mountain Views News <box>686 559 808 570</box>
legal-notice <box>1141 418 1362 529</box>
publication-line: Publish: ES Mountain Views News <box>686 202 808 212</box>
file-number: File No. 2024120096 <box>1141 210 1215 220</box>
publication-line: Publish: ES Mountain Views News <box>913 963 1035 974</box>
notice-body: The following person(s) is (are) doing business as: DELICIOUS TACOS. 7016 VANNUYS BLVD VAN NUYS, CA 91405. Full name of registrant(s) is (are): LIRIAN MCDILLON. This business is conducted by: AN INDIVIDUAL. Signed: LIRIAN MCDILLON, OWNER. This statement was filed with the County Clerk of Los Angeles County on 06/10/2024. <box>913 447 1135 519</box>
legal-notice <box>231 1845 452 1967</box>
publication-dates: Dates Pub: June 15, 22, 29, July 6, 2024 <box>686 677 826 688</box>
publication-dates: Dates Pub: JUN 22, 29, JUL 06, 13, 2024 <box>231 1400 374 1411</box>
notice-body: The following person(s) is (are) doing business as: MAURICIO HANDYMAN SERVICES. 7216 CADUS AVE VAN NUYS, CA 91405. Full name of registrant(s) is (are): MAURICIO CUELLAR SIBRIAN. This business is conducted by: AN INDIVIDUAL. Signed: MAURICIO CUELLAR SIBRIAN, OWNER. This statement was filed with the County Clerk of Los Angeles County on 05/24/2024. <box>1141 1269 1362 1341</box>
legal-notice <box>686 349 907 460</box>
publication-dates: Dates Pub: JUN 22, 29, JUL 06, 13, 2024 <box>231 1698 374 1709</box>
notice-body: The following person(s) is (are) doing business as: LAVISH SPA & NAILS. TRANQUIL SPA & NAILS. BLISSFUL SPA & NAILS. HARMONY SPA & NAILS. MIRACLE SPA & NAILS. 23030 HAWTHORNE BLVD. TORRANCE, CA 90505. Full name of registrant(s) is (are) KE NAILS CORPORATION. 23014 CRENSHAW BLVD. TORRANCE, CA 90505. This business is conducted by: A CORPORATION. Signed: KHANH TRAN. This statement was filed with the County Clerk of Los Angeles County on 06/11/2024. The registrant(s) has (have) commenced to transact business under the fictitious business name or names listed above on N/A. <box>231 1438 453 1549</box>
publication-dates: Dates Pub: June 15, 22, 29, July 6, 2024 <box>4 1673 143 1683</box>
notice-header: FICTITIOUS BUSINESS NAME STATEMENT <box>4 2130 174 2140</box>
publication-dates: Dates Pub: JUN 22, 29, JUL 06, 13, 2024 <box>458 252 602 263</box>
notice-header: FICTITIOUS BUSINESS NAME STATEMENT <box>913 992 1083 1002</box>
legal-notice <box>459 1025 680 1135</box>
file-number: FILE NO. 2024-130849 <box>686 101 769 112</box>
publication-line: Publish: ES Mountain Views News <box>1141 1222 1263 1232</box>
notice-body: The following person(s) is (are) doing business as: ZAYDEN'S CLEANING. 14120 PICO RICO LOS ANGELES, CA 91356. Full name of registrant(s) is (are): YAIDEA JIMENEZ PATINO. This business is conducted by: AN INDIVIDUAL. Signed: YAIDEA JIMENEZ PATINO, OWNER. This statement was filed with the County Clerk of Los Angeles County on 05/31/2024. <box>1141 784 1362 855</box>
file-number: File No. 2024129587 <box>4 91 78 102</box>
publication-line: Publish: ES Mountain Views News <box>1141 617 1263 628</box>
notice-body: The following person(s) is (are) doing business as: THE FRIENDS BARBER SHOP. 13954 VAN NUYS BLVD PACOIMA, CA 91331. Full name of registrant(s) is (are): AGUILAR JIMENEZ. This business is conducted by: A GENERAL PARTNERSHIP. Signed: DIANA CECILIA LEON RODRIGUEZ, GENERAL PARTNER. This statement was filed with the County Clerk of Los Angeles County on 05/30/2024. <box>1141 902 1362 984</box>
notice-header: FICTITIOUS BUSINESS NAME STATEMENT <box>231 1268 401 1279</box>
notice-body: The following person(s) is (are) doing business as: NATURAL SUBSTITUTE. 168 COVELLO STREET UNIT 10A, VAN NUYS, CA 91405. NATURAL SUBSTITUTE INTERNATIONAL, INC. 14/1 COVELLO STREET UNIT 10A VAN NUYS, CA 91405. AON C3763931 CALIFORNIA LOS ANGELES COUNTY. Full name of registrant(s) is (are): NATURAL SUBSTITUTE INTERNATIONAL, INC. 1691 COVELLO STREET UNIT 10A, VAN NUYS, CA 91405. This business is conducted by: A CORPORATION. Signed: NATURAL SUBSTITUTE INTERNATIONAL INC. EBRAHIM MEIR, CEO. This statement was filed with the County Clerk of Los Angeles County on 06/17/2024. The registrant(s) has (have) commenced to transact business under the fictitious business name or names listed above on N/A. NOTICE- This Fictitious Name Statement expires five years from the date it was filed in the office of the County Clerk. A new Fictitious Business Name Statement must be filed prior to that date. The filing of this statement does not of itself authorize the use in this state of a Fictitious Business Name in violation of the rights of another under Federal, State, or common law (See section 14411 et seq. Business and Professions Code). <box>4 101 225 313</box>
notice-header: FICTITIOUS BUSINESS NAME STATEMENT <box>913 428 1083 438</box>
publication-line: Publish: ES Mountain Views News <box>686 875 808 886</box>
notice-header: FICTITIOUS BUSINESS NAME STATEMENT <box>231 1844 401 1855</box>
file-number: File No. 2024129783 <box>686 1130 760 1141</box>
publication-dates: Dates Pub: June 15, 22, 29, July 6, 2024 <box>4 323 143 334</box>
file-number: File No. 2024122993 <box>1141 318 1215 329</box>
legal-notice <box>914 656 1135 757</box>
legal-notice <box>914 1229 1135 1330</box>
file-number: File No. 2024131023 <box>4 1471 78 1482</box>
legal-notice <box>686 1121 907 1231</box>
legal-notice <box>4 342 225 543</box>
file-number: File No. 2024-126441 <box>231 751 309 761</box>
legal-notice <box>459 1262 680 1363</box>
file-number: File No. 2024124829 <box>686 814 760 825</box>
notice-header: FICTITIOUS BUSINESS NAME STATEMENT <box>458 1024 628 1034</box>
publication-line: Publish: ES Mountain Views News <box>4 1882 126 1893</box>
